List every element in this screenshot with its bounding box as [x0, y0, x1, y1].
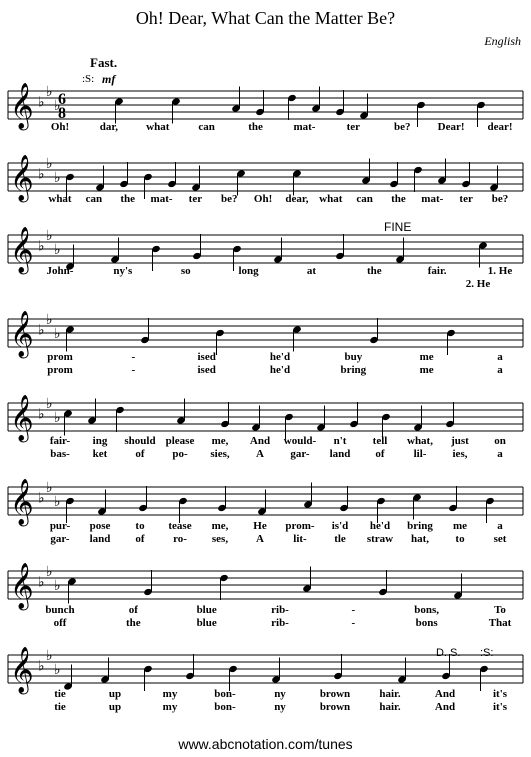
lyric-syllable: off [53, 617, 67, 629]
lyric-syllable: what, [407, 435, 433, 447]
staff-system [8, 311, 523, 376]
lyric-syllable: brown [319, 701, 351, 713]
lyric-syllable: the [248, 121, 263, 133]
lyric-syllable: up [108, 701, 122, 713]
lyric-syllable: can [356, 193, 373, 205]
staff-system [8, 395, 523, 460]
lyric-syllable: what [319, 193, 343, 205]
treble-clef-icon: 𝄞 [10, 155, 34, 201]
lyric-syllable: a [497, 364, 503, 376]
lyric-syllable: the [391, 193, 406, 205]
lyric-syllable: bon- [214, 701, 236, 713]
lyric-syllable: lit- [293, 533, 307, 545]
lyric-syllable: dar, [99, 121, 119, 133]
lyric-syllable: Dear! [437, 121, 465, 133]
flat-icon: ♭ [38, 658, 45, 675]
lyric-syllable: He [253, 520, 267, 532]
lyric-syllable: the [120, 193, 136, 205]
lyric-syllable: he'd [369, 520, 391, 532]
lyric-syllable: the [366, 265, 382, 277]
lyric-syllable: my [162, 701, 178, 713]
time-signature-digit: 6 [58, 91, 66, 108]
lyric-syllable: - [131, 364, 136, 376]
fine-marking: FINE [384, 220, 412, 234]
lyric-syllable: it's [492, 688, 508, 700]
lyric-syllable: bring [407, 520, 433, 532]
dynamic-marking: mf [102, 72, 116, 86]
staff-system [8, 227, 523, 290]
flat-icon: ♭ [38, 490, 45, 507]
flat-icon: ♭ [46, 648, 53, 664]
segno-mark: :S: [82, 73, 95, 85]
treble-clef-icon: 𝄞 [10, 647, 34, 693]
lyric-syllable: ses, [211, 533, 229, 545]
lyric-syllable: on [494, 435, 506, 447]
lyric-syllable: a [497, 448, 503, 460]
flat-icon: ♭ [54, 578, 61, 594]
lyric-syllable: A [256, 533, 264, 545]
lyric-syllable: buy [344, 351, 363, 363]
flat-icon: ♭ [46, 156, 53, 172]
lyric-syllable: And [249, 435, 271, 447]
lyric-syllable: bons, [414, 604, 440, 616]
lyric-syllable: ies, [452, 448, 468, 460]
lyric-syllable: - [351, 617, 356, 629]
lyric-syllable: That [488, 617, 512, 629]
flat-icon: ♭ [38, 94, 45, 111]
lyric-syllable: hat, [410, 533, 430, 545]
lyric-syllable: please [165, 435, 195, 447]
lyric-syllable: of [128, 604, 138, 616]
lyric-syllable: bunch [45, 604, 75, 616]
lyric-syllable: my [162, 688, 178, 700]
lyric-syllable: n't [333, 435, 347, 447]
lyric-syllable: sies, [210, 448, 230, 460]
lyric-syllable: ny's [113, 265, 133, 277]
flat-icon: ♭ [54, 494, 61, 510]
flat-icon: ♭ [54, 170, 61, 186]
lyric-syllable: fair. [427, 265, 447, 277]
lyric-syllable: ny [274, 688, 286, 700]
lyric-syllable: me, [211, 435, 229, 447]
lyric-syllable: me, [211, 520, 229, 532]
flat-icon: ♭ [38, 322, 45, 339]
lyric-syllable: a [497, 351, 503, 363]
flat-icon: ♭ [46, 312, 53, 328]
lyric-syllable: fair- [49, 435, 71, 447]
lyric-syllable: hair. [379, 701, 401, 713]
lyric-syllable: - [131, 351, 136, 363]
flat-icon: ♭ [46, 396, 53, 412]
lyric-syllable: tie [54, 688, 66, 700]
lyric-syllable: prom [47, 351, 73, 363]
lyric-syllable: ter [346, 121, 361, 133]
lyric-syllable: blue [196, 617, 217, 629]
lyric-syllable: ing [92, 435, 108, 447]
lyric-syllable: of [135, 533, 145, 545]
lyric-syllable: what [146, 121, 170, 133]
lyric-syllable: bons [415, 617, 438, 629]
staff-system [8, 155, 523, 205]
lyric-syllable: brown [319, 688, 351, 700]
flat-icon: ♭ [54, 326, 61, 342]
lyric-syllable: me [452, 520, 468, 532]
lyric-syllable: lil- [413, 448, 427, 460]
lyric-syllable: mat- [421, 193, 444, 205]
lyric-syllable: - [351, 604, 356, 616]
staff-system [8, 647, 523, 713]
lyric-syllable: ket [92, 448, 108, 460]
lyric-syllable: a [497, 520, 503, 532]
segno-end-mark: :S: [480, 647, 494, 659]
lyric-syllable: prom- [285, 520, 315, 532]
lyric-syllable: of [135, 448, 145, 460]
lyric-syllable: land [329, 448, 351, 460]
lyric-syllable: he'd [269, 351, 291, 363]
lyric-syllable: rib- [271, 604, 289, 616]
treble-clef-icon: 𝄞 [10, 311, 34, 357]
lyric-syllable: ny [274, 701, 286, 713]
lyric-syllable: blue [196, 604, 217, 616]
staff-system [8, 479, 523, 545]
lyric-syllable: tle [334, 533, 346, 545]
lyric-syllable: can [198, 121, 215, 133]
lyric-syllable: so [180, 265, 191, 277]
lyric-syllable: pur- [49, 520, 71, 532]
lyric-syllable: dear, [285, 193, 309, 205]
lyric-syllable: 1. He [487, 265, 513, 277]
flat-icon: ♭ [54, 98, 61, 114]
lyric-syllable: me [419, 351, 434, 363]
lyric-syllable: ter [188, 193, 203, 205]
lyric-syllable: mat- [150, 193, 173, 205]
lyric-syllable: Oh! [50, 121, 70, 133]
lyric-syllable: tease [168, 520, 192, 532]
lyric-syllable: straw [366, 533, 394, 545]
lyric-syllable: rib- [271, 617, 289, 629]
lyric-syllable: ised [197, 351, 216, 363]
flat-icon: ♭ [54, 662, 61, 678]
lyric-syllable: dear! [487, 121, 513, 133]
lyric-syllable: be? [393, 121, 411, 133]
lyric-syllable: just [451, 435, 469, 447]
lyric-syllable: me [419, 364, 434, 376]
dal-segno-marking: D. S. [436, 647, 461, 659]
flat-icon: ♭ [46, 84, 53, 100]
flat-icon: ♭ [54, 410, 61, 426]
lyric-syllable: gar- [290, 448, 310, 460]
lyric-syllable: And [434, 701, 456, 713]
lyric-syllable: of [375, 448, 385, 460]
flat-icon: ♭ [54, 242, 61, 258]
lyric-syllable: would- [283, 435, 317, 447]
treble-clef-icon: 𝄞 [10, 479, 34, 525]
lyric-syllable: be? [491, 193, 509, 205]
lyric-syllable: long [238, 265, 259, 277]
lyric-syllable: should [124, 435, 156, 447]
lyric-syllable: to [455, 533, 465, 545]
tempo-marking: Fast. [90, 55, 118, 70]
lyric-syllable: to [135, 520, 145, 532]
treble-clef-icon: 𝄞 [10, 395, 34, 441]
flat-icon: ♭ [38, 574, 45, 591]
lyric-syllable: bon- [214, 688, 236, 700]
flat-icon: ♭ [38, 166, 45, 183]
lyric-syllable: hair. [379, 688, 401, 700]
lyric-syllable: tie [54, 701, 66, 713]
lyric-syllable: can [85, 193, 103, 205]
lyric-syllable: it's [492, 701, 508, 713]
lyric-syllable: set [493, 533, 507, 545]
lyric-syllable: is'd [331, 520, 349, 532]
lyric-syllable: what [48, 193, 72, 205]
lyric-syllable: the [125, 617, 141, 629]
lyric-syllable: he'd [269, 364, 291, 376]
flat-icon: ♭ [38, 406, 45, 423]
lyric-syllable: up [108, 688, 122, 700]
lyric-syllable: To [494, 604, 506, 616]
lyric-syllable: And [434, 688, 456, 700]
lyric-syllable: tell [372, 435, 388, 447]
treble-clef-icon: 𝄞 [10, 227, 34, 273]
page-title: Oh! Dear, What Can the Matter Be? [135, 8, 396, 28]
origin-label: English [484, 34, 521, 48]
treble-clef-icon: 𝄞 [10, 563, 34, 609]
lyric-syllable: ter [459, 193, 473, 205]
lyric-syllable: John- [46, 265, 74, 277]
time-signature [58, 91, 66, 122]
flat-icon: ♭ [46, 564, 53, 580]
lyric-syllable: at [306, 265, 317, 277]
lyric-syllable: 2. He [465, 278, 491, 290]
staff-system [8, 563, 523, 629]
lyric-syllable: gar- [50, 533, 70, 545]
lyric-syllable: ro- [173, 533, 187, 545]
flat-icon: ♭ [46, 228, 53, 244]
lyric-syllable: land [89, 533, 111, 545]
lyric-syllable: prom [47, 364, 73, 376]
staff-system [8, 83, 523, 133]
lyric-syllable: ised [197, 364, 216, 376]
lyric-syllable: po- [172, 448, 188, 460]
lyric-syllable: be? [220, 193, 238, 205]
lyric-syllable: Oh! [253, 193, 273, 205]
time-signature-digit: 8 [58, 105, 66, 122]
lyric-syllable: mat- [293, 121, 316, 133]
lyric-syllable: A [256, 448, 264, 460]
lyric-syllable: pose [89, 520, 111, 532]
flat-icon: ♭ [38, 238, 45, 255]
footer-url[interactable]: www.abcnotation.com/tunes [178, 736, 353, 752]
treble-clef-icon: 𝄞 [10, 83, 34, 129]
lyric-syllable: bas- [50, 448, 70, 460]
lyric-syllable: bring [340, 364, 367, 376]
flat-icon: ♭ [46, 480, 53, 496]
